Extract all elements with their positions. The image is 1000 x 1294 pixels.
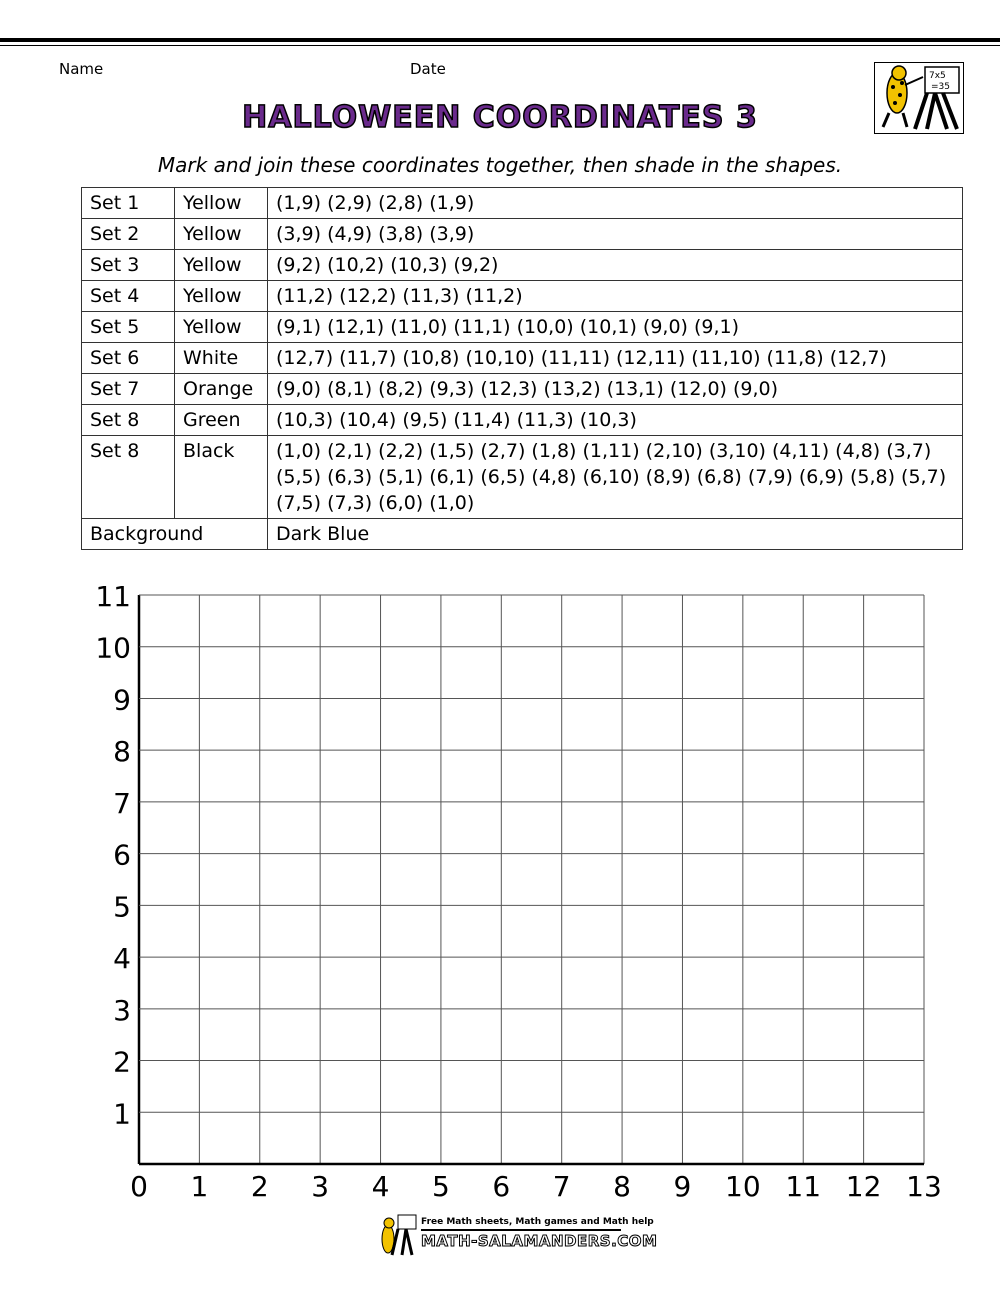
set-label: Set 3	[82, 250, 175, 281]
x-tick-label: 13	[906, 1170, 942, 1203]
set-points: (10,3) (10,4) (9,5) (11,4) (11,3) (10,3)	[268, 405, 963, 436]
set-points: (9,0) (8,1) (8,2) (9,3) (12,3) (13,2) (13,1) (12,0) (9,0)	[268, 374, 963, 405]
set-label: Set 8	[82, 436, 175, 519]
table-row	[82, 250, 963, 281]
table-row	[82, 188, 963, 219]
top-rule-thin	[0, 45, 1000, 46]
x-tick-label: 7	[552, 1170, 571, 1203]
y-tick-label: 8	[113, 735, 131, 769]
x-tick-label: 12	[845, 1170, 882, 1203]
footer-tagline: Free Math sheets, Math games and Math help	[421, 1217, 654, 1227]
x-tick-label: 11	[785, 1170, 822, 1203]
footer-underline	[421, 1229, 621, 1231]
set-label: Set 6	[82, 343, 175, 374]
set-points: (9,2) (10,2) (10,3) (9,2)	[268, 250, 963, 281]
set-label: Set 1	[82, 188, 175, 219]
set-points: (9,1) (12,1) (11,0) (11,1) (10,0) (10,1) (9,0) (9,1)	[268, 312, 963, 343]
y-tick-label: 11	[95, 580, 131, 613]
set-color: White	[175, 343, 268, 374]
set-color: Yellow	[175, 312, 268, 343]
set-label: Set 5	[82, 312, 175, 343]
background-label: Background	[82, 519, 268, 550]
x-tick-label: 2	[250, 1170, 269, 1203]
x-tick-label: 3	[311, 1170, 330, 1203]
x-tick-label: 5	[432, 1170, 450, 1203]
x-tick-label: 9	[673, 1170, 692, 1203]
name-label: Name	[59, 60, 104, 78]
y-tick-label: 10	[95, 631, 131, 665]
y-tick-label: 4	[113, 942, 131, 976]
set-label: Set 7	[82, 374, 175, 405]
set-color: Black	[175, 436, 268, 519]
table-row	[82, 343, 963, 374]
page-title: HALLOWEEN COORDINATES 3	[242, 100, 758, 135]
table-row	[82, 436, 963, 519]
set-label: Set 8	[82, 405, 175, 436]
y-tick-label: 5	[113, 890, 131, 924]
top-rule-thick	[0, 38, 1000, 42]
set-color: Yellow	[175, 250, 268, 281]
y-tick-label: 6	[113, 838, 131, 872]
table-row-background	[82, 519, 963, 550]
table-row	[82, 405, 963, 436]
y-tick-label: 1	[113, 1097, 131, 1131]
set-points: (11,2) (12,2) (11,3) (11,2)	[268, 281, 963, 312]
set-points: (3,9) (4,9) (3,8) (3,9)	[268, 219, 963, 250]
set-color: Yellow	[175, 188, 268, 219]
x-tick-label: 8	[613, 1170, 631, 1203]
x-tick-label: 1	[190, 1170, 209, 1203]
y-tick-label: 2	[113, 1045, 131, 1079]
x-tick-label: 4	[371, 1170, 390, 1203]
coordinate-grid	[0, 570, 1000, 1205]
table-row	[82, 374, 963, 405]
x-tick-label: 6	[492, 1170, 511, 1203]
set-color: Green	[175, 405, 268, 436]
background-value: Dark Blue	[268, 519, 963, 550]
set-points: (1,9) (2,9) (2,8) (1,9)	[268, 188, 963, 219]
y-tick-label: 3	[113, 993, 131, 1027]
instructions: Mark and join these coordinates together, then shade in the shapes.	[157, 153, 843, 177]
date-label: Date	[410, 60, 446, 78]
x-tick-label: 10	[725, 1170, 761, 1203]
table-row	[82, 312, 963, 343]
table-row	[82, 219, 963, 250]
set-points: (1,0) (2,1) (2,2) (1,5) (2,7) (1,8) (1,11) (2,10) (3,10) (4,11) (4,8) (3,7) (5,5) (6,3) (5,1) (6,1) (6,5) (4,8) (6,10) (8,9) (6,8) (7,9) (6,9) (5,8) (5,7) (7,5) (7,3) (6,0) (1,0)	[268, 436, 963, 519]
set-label: Set 4	[82, 281, 175, 312]
footer-site-link[interactable]: MATH-SALAMANDERS.COM	[421, 1232, 658, 1250]
x-tick-label: 0	[130, 1170, 148, 1203]
set-label: Set 2	[82, 219, 175, 250]
coordinates-table	[81, 187, 963, 550]
svg-text:7x5: 7x5	[929, 71, 946, 81]
set-color: Orange	[175, 374, 268, 405]
y-tick-label: 7	[113, 786, 131, 820]
set-color: Yellow	[175, 219, 268, 250]
y-tick-label: 9	[113, 683, 131, 717]
table-row	[82, 281, 963, 312]
svg-text:=35: =35	[931, 82, 950, 92]
set-points: (12,7) (11,7) (10,8) (10,10) (11,11) (12,11) (11,10) (11,8) (12,7)	[268, 343, 963, 374]
set-color: Yellow	[175, 281, 268, 312]
